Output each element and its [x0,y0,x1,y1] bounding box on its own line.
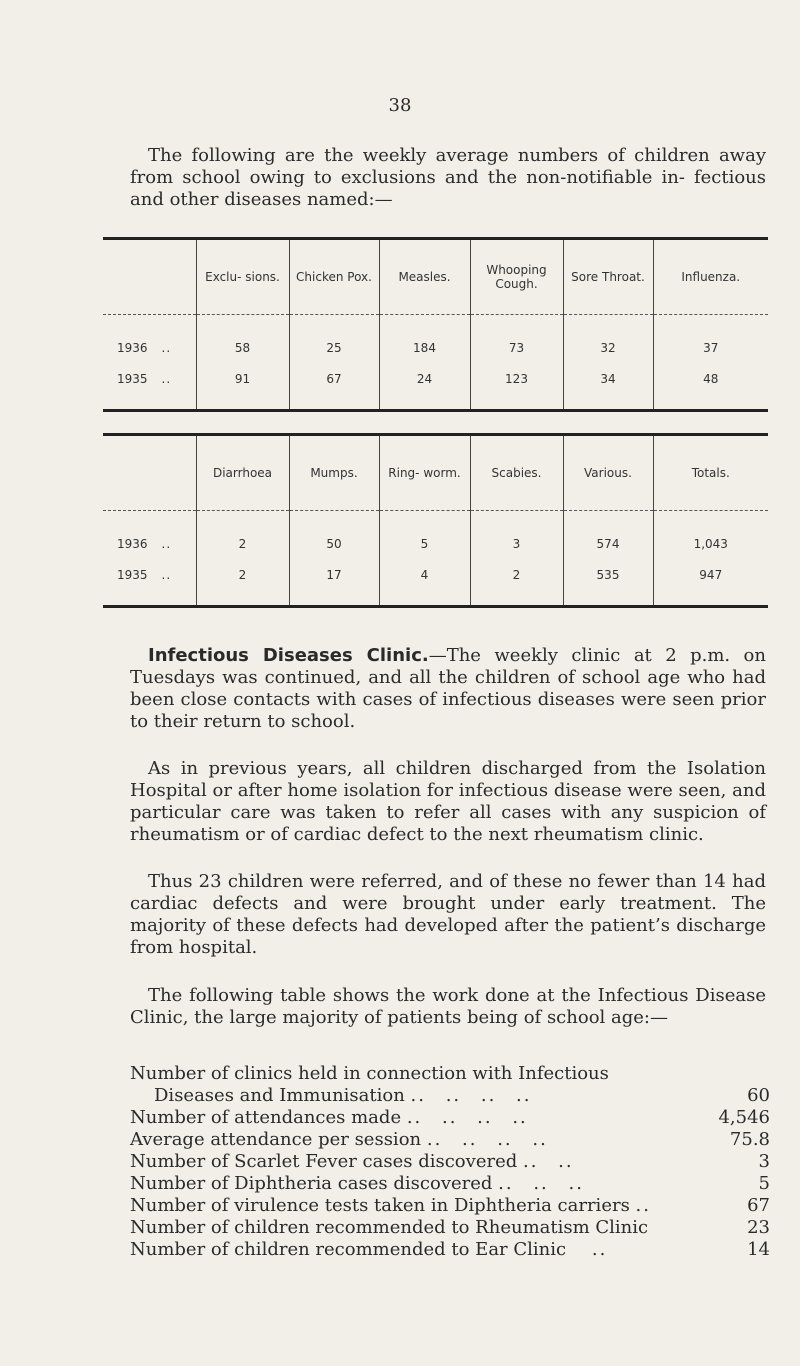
leader-dots: .. .. [522,1151,574,1172]
header-cell: Whooping Cough. [470,239,563,315]
leader-dots: .. [161,341,172,355]
header-cell: Measles. [379,239,470,315]
stat-value: 5 [758,1173,770,1194]
table-cell: 58 [196,315,289,371]
isolation-paragraph: As in previous years, all children discharged from the Isolation Hospital or after home isolation for infectious disease were seen, and particular care was taken to refer all cases with any suspicion of rheumatism or of cardiac defect to the next rheumatism clinic. [130,758,766,845]
table-cell: 73 [470,315,563,371]
stat-label: Number of children recommended to Rheumatism Clinic [130,1217,649,1238]
stat-label: Average attendance per session .. .. .. .. [130,1129,548,1150]
list-item [130,1151,770,1173]
list-item [130,1217,770,1239]
table-row [103,315,768,371]
table-cell: 3 [470,511,563,567]
clinic-body: —The weekly clinic at 2 p.m. on Tuesdays was continued, and all the children of school age who had been close contacts with cases of infectious diseases were seen prior to their return to school. [130,645,766,732]
list-item [130,1063,770,1085]
header-cell: Exclu- sions. [196,239,289,315]
leader-dots: .. [161,537,172,551]
leader-dots: .. [635,1195,651,1216]
table-row [103,511,768,567]
header-cell: Various. [563,435,653,511]
table-cell: 574 [563,511,653,567]
page-number: 38 [388,95,412,116]
list-item [130,1173,770,1195]
year-label: 1935 [117,372,148,386]
table-cell: 48 [653,370,768,411]
stat-label: Number of children recommended to Ear Clinic .. [130,1239,608,1260]
header-cell [103,239,196,315]
stat-label: Number of Scarlet Fever cases discovered .. .. [130,1151,574,1172]
clinic-paragraph [130,645,766,733]
table-cell: 1,043 [653,511,768,567]
stat-label: Number of clinics held in connection with Infectious [130,1063,609,1084]
absence-table-1 [103,237,768,412]
stat-label: Diseases and Immunisation .. .. .. .. [154,1085,532,1106]
leader-dots: .. [591,1239,608,1260]
table-cell: 32 [563,315,653,371]
year-cell [103,370,196,411]
leader-dots: .. .. .. [498,1173,584,1194]
stat-label: Number of attendances made .. .. .. .. [130,1107,528,1128]
intro-paragraph: The following are the weekly average numbers of children away from school owing to exclusions and the non-notifiable in- fectious and other diseases named:— [130,145,766,210]
stat-value: 60 [747,1085,770,1106]
table-cell: 4 [379,566,470,607]
list-item [130,1129,770,1151]
header-cell: Diarrhoea [196,435,289,511]
stat-value: 14 [747,1239,770,1260]
table-header-row [103,435,768,511]
leader-dots: .. .. .. .. [406,1107,528,1128]
table-cell: 947 [653,566,768,607]
year-label: 1935 [117,568,148,582]
header-cell: Ring- worm. [379,435,470,511]
list-item [130,1107,770,1129]
year-label: 1936 [117,341,148,355]
table-cell: 184 [379,315,470,371]
header-cell: Chicken Pox. [289,239,379,315]
stat-value: 75.8 [729,1129,770,1150]
stat-label: Number of Diphtheria cases discovered .. .. .. [130,1173,584,1194]
table-cell: 25 [289,315,379,371]
leader-dots: .. [161,372,172,386]
table-row [103,370,768,411]
year-label: 1936 [117,537,148,551]
table-cell: 34 [563,370,653,411]
table-row [103,566,768,607]
table-cell: 91 [196,370,289,411]
header-cell: Sore Throat. [563,239,653,315]
stat-value: 4,546 [718,1107,770,1128]
table-cell: 123 [470,370,563,411]
table-cell: 535 [563,566,653,607]
list-item [130,1195,770,1217]
header-cell: Influenza. [653,239,768,315]
table-cell: 67 [289,370,379,411]
stat-value: 23 [747,1217,770,1238]
table-cell: 2 [196,566,289,607]
year-cell [103,315,196,371]
stat-value: 67 [747,1195,770,1216]
table-header-row [103,239,768,315]
header-cell: Totals. [653,435,768,511]
table-intro-paragraph: The following table shows the work done at the Infectious Disease Clinic, the large majority of patients being of school age:— [130,985,766,1028]
stat-value: 3 [758,1151,770,1172]
table-cell: 24 [379,370,470,411]
year-cell [103,511,196,567]
section-heading: Infectious Diseases Clinic. [148,645,429,666]
year-cell [103,566,196,607]
stat-label: Number of virulence tests taken in Diphtheria carriers .. [130,1195,651,1216]
table-cell: 2 [470,566,563,607]
table-cell: 5 [379,511,470,567]
leader-dots: .. .. .. .. [426,1129,548,1150]
table-cell: 50 [289,511,379,567]
leader-dots: .. .. .. .. [410,1085,532,1106]
table-cell: 37 [653,315,768,371]
list-item [130,1085,770,1107]
clinic-statistics-list [130,1063,770,1261]
header-cell [103,435,196,511]
absence-table-2 [103,433,768,608]
header-cell: Scabies. [470,435,563,511]
list-item [130,1239,770,1261]
leader-dots: .. [161,568,172,582]
table-cell: 2 [196,511,289,567]
referral-paragraph: Thus 23 children were referred, and of these no fewer than 14 had cardiac defects and were brought under early treatment. The majority of these defects had developed after the patient’s discharge from hospital. [130,871,766,958]
table-cell: 17 [289,566,379,607]
header-cell: Mumps. [289,435,379,511]
